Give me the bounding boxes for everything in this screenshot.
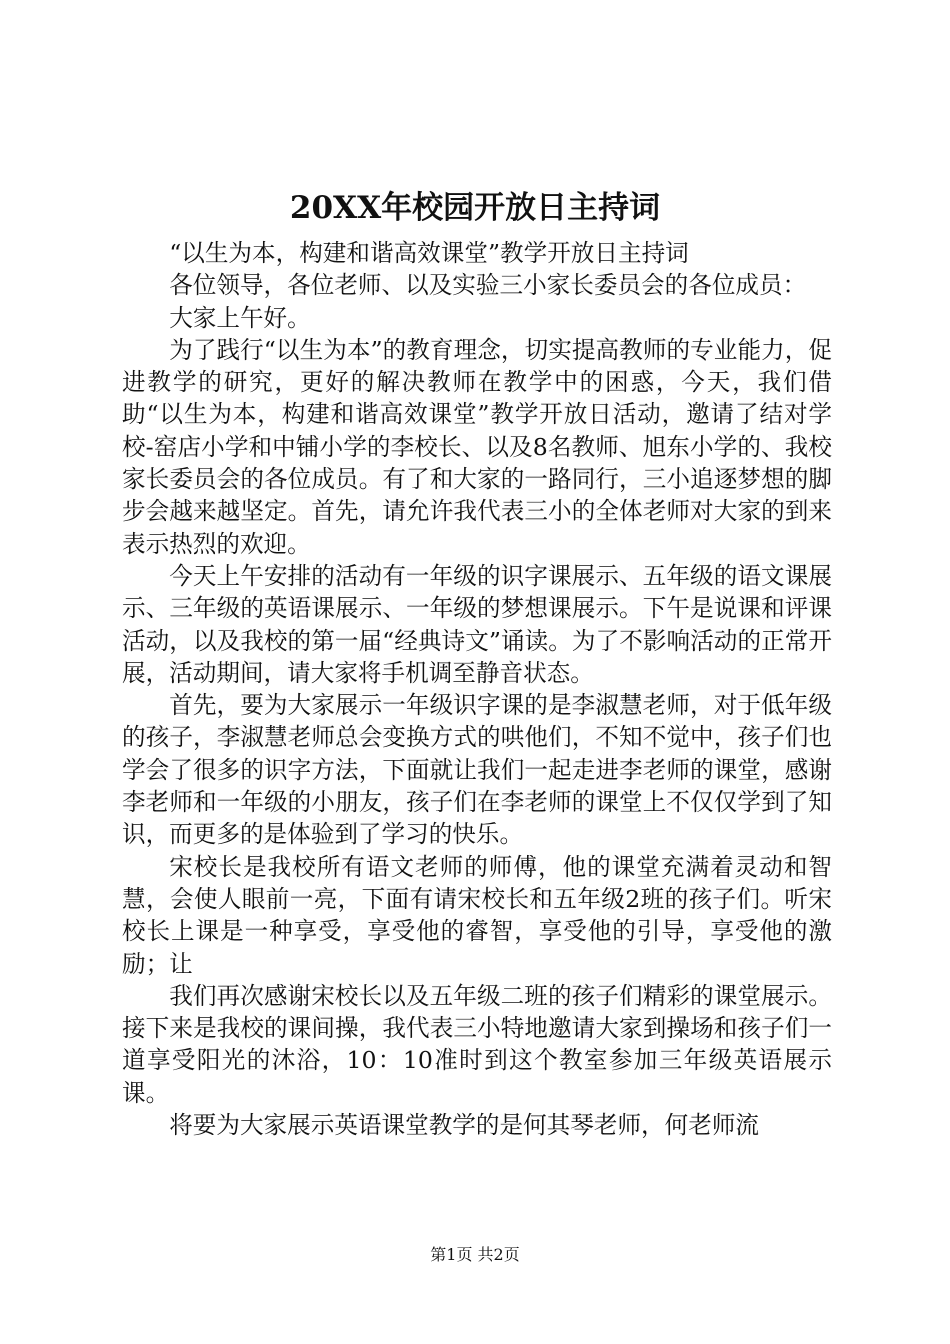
body-paragraph: 我们再次感谢宋校长以及五年级二班的孩子们精彩的课堂展示。接下来是我校的课间操，我代表三小特地邀请大家到操场和孩子们一道享受阳光的沐浴，10：10准时到这个教室参加三年级英语展示课。 bbox=[122, 981, 832, 1107]
document-title: 20XX年校园开放日主持词 bbox=[289, 190, 661, 226]
salutation-paragraph: 各位领导，各位老师、以及实验三小家长委员会的各位成员： bbox=[169, 271, 807, 300]
document-body bbox=[122, 237, 832, 1141]
body-paragraph: 今天上午安排的活动有一年级的识字课展示、五年级的语文课展示、三年级的英语课展示、一年级的梦想课展示。下午是说课和评课活动，以及我校的第一届“经典诗文”诵读。为了不影响活动的正常开展，活动期间，请大家将手机调至静音状态。 bbox=[122, 561, 832, 687]
subtitle-paragraph: “以生为本，构建和谐高效课堂”教学开放日主持词 bbox=[169, 239, 689, 267]
page-footer: 第1页 共2页 bbox=[430, 1245, 520, 1264]
body-paragraph: 为了践行“以生为本”的教育理念，切实提高教师的专业能力，促进教学的研究，更好的解决教师在教学中的困惑，今天，我们借助“以生为本，构建和谐高效课堂”教学开放日活动，邀请了结对学校-窑店小学和中铺小学的李校长、以及8名教师、旭东小学的、我校家长委员会的各位成员。有了和大家的一路同行，三小追逐梦想的脚步会越来越坚定。首先，请允许我代表三小的全体老师对大家的到来表示热烈的欢迎。 bbox=[122, 335, 832, 558]
greeting-paragraph: 大家上午好。 bbox=[169, 303, 311, 332]
body-paragraph: 宋校长是我校所有语文老师的师傅，他的课堂充满着灵动和智慧，会使人眼前一亮，下面有请宋校长和五年级2班的孩子们。听宋校长上课是一种享受，享受他的睿智，享受他的引导，享受他的激励；让 bbox=[122, 852, 832, 978]
body-paragraph: 首先，要为大家展示一年级识字课的是李淑慧老师，对于低年级的孩子，李淑慧老师总会变换方式的哄他们，不知不觉中，孩子们也学会了很多的识字方法，下面就让我们一起走进李老师的课堂，感谢李老师和一年级的小朋友，孩子们在李老师的课堂上不仅仅学到了知识，而更多的是体验到了学习的快乐。 bbox=[122, 691, 832, 849]
body-paragraph: 将要为大家展示英语课堂教学的是何其琴老师，何老师流 bbox=[169, 1111, 760, 1140]
